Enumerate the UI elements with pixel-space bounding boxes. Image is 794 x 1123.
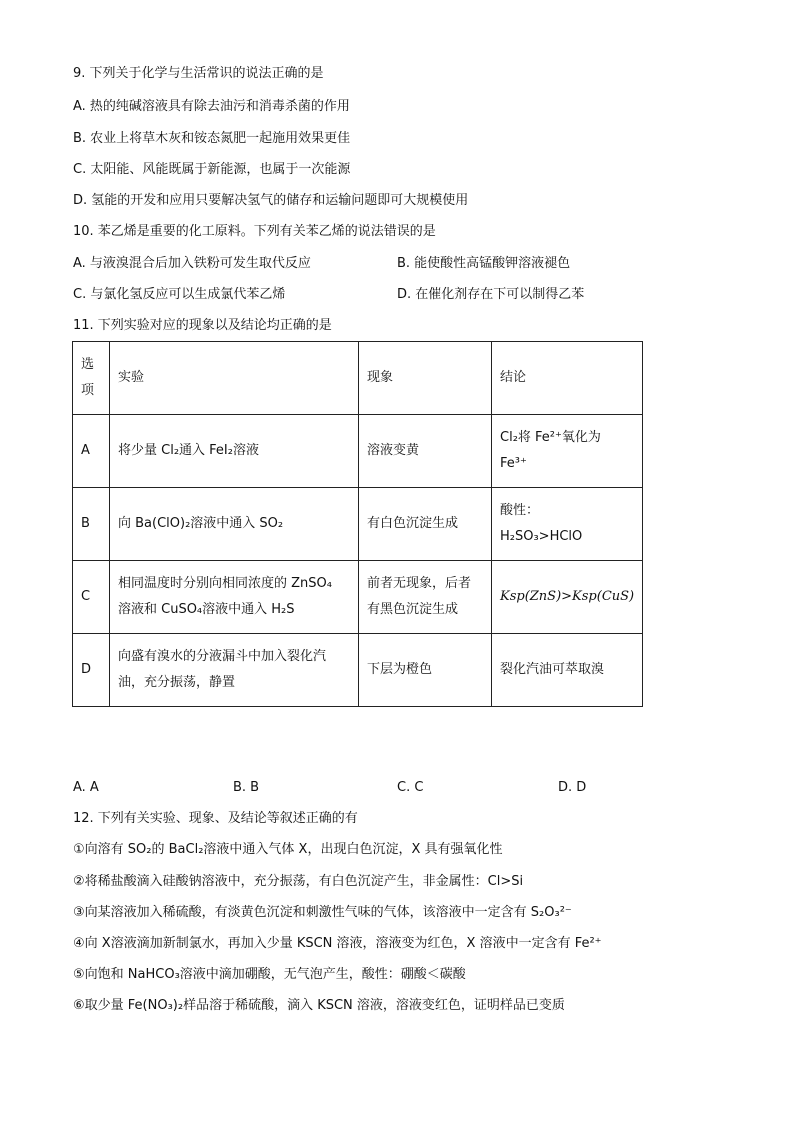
- q9-option-b: B. 农业上将草木灰和铵态氮肥一起施用效果更佳: [73, 131, 351, 146]
- q11-answer-a: A. A: [73, 780, 99, 795]
- row-experiment: 将少量 Cl₂通入 FeI₂溶液: [110, 415, 359, 488]
- q9-option-a: A. 热的纯碱溶液具有除去油污和消毒杀菌的作用: [73, 99, 350, 114]
- q10-stem: 10. 苯乙烯是重要的化工原料。下列有关苯乙烯的说法错误的是: [73, 224, 436, 239]
- q12-item-2: ②将稀盐酸滴入硅酸钠溶液中，充分振荡，有白色沉淀产生，非金属性：Cl>Si: [73, 874, 524, 889]
- q12-item-3: ③向某溶液加入稀硫酸，有淡黄色沉淀和刺激性气味的气体，该溶液中一定含有 S₂O₃²⁻: [73, 905, 572, 920]
- row-phenomenon: 前者无现象，后者 有黑色沉淀生成: [359, 561, 492, 634]
- q10-option-c: C. 与氯化氢反应可以生成氯代苯乙烯: [73, 287, 286, 302]
- q12-item-5: ⑤向饱和 NaHCO₃溶液中滴加硼酸，无气泡产生，酸性：硼酸＜碳酸: [73, 967, 466, 982]
- table-row: [73, 634, 643, 707]
- header-conclusion: 结论: [492, 342, 643, 415]
- row-experiment: 向盛有溴水的分液漏斗中加入裂化汽 油，充分振荡，静置: [110, 634, 359, 707]
- row-option: A: [73, 415, 110, 488]
- row-conclusion: 裂化汽油可萃取溴: [492, 634, 643, 707]
- q10-option-a: A. 与液溴混合后加入铁粉可发生取代反应: [73, 256, 311, 271]
- header-experiment: 实验: [110, 342, 359, 415]
- q11-answer-c: C. C: [397, 780, 424, 795]
- experiment-table: [72, 341, 643, 707]
- q9-option-d: D. 氢能的开发和应用只要解决氢气的储存和运输问题即可大规模使用: [73, 193, 469, 208]
- row-conclusion: Cl₂将 Fe²⁺氧化为 Fe³⁺: [492, 415, 643, 488]
- row-option: D: [73, 634, 110, 707]
- row-option: B: [73, 488, 110, 561]
- q12-item-6: ⑥取少量 Fe(NO₃)₂样品溶于稀硫酸，滴入 KSCN 溶液，溶液变红色，证明样品已变质: [73, 998, 565, 1013]
- row-phenomenon: 下层为橙色: [359, 634, 492, 707]
- q9-option-c: C. 太阳能、风能既属于新能源，也属于一次能源: [73, 162, 351, 177]
- q11-answer-b: B. B: [233, 780, 260, 795]
- q9-stem: 9. 下列关于化学与生活常识的说法正确的是: [73, 66, 324, 81]
- q11-answer-d: D. D: [558, 780, 587, 795]
- table-row: [73, 415, 643, 488]
- table-row: [73, 561, 643, 634]
- row-conclusion: 酸性： H₂SO₃>HClO: [492, 488, 643, 561]
- q12-item-1: ①向溶有 SO₂的 BaCl₂溶液中通入气体 X，出现白色沉淀，X 具有强氧化性: [73, 842, 503, 857]
- row-phenomenon: 有白色沉淀生成: [359, 488, 492, 561]
- header-phenomenon: 现象: [359, 342, 492, 415]
- table-header-row: [73, 342, 643, 415]
- q11-stem: 11. 下列实验对应的现象以及结论均正确的是: [73, 318, 332, 333]
- table-row: [73, 488, 643, 561]
- header-option: 选 项: [73, 342, 110, 415]
- q12-stem: 12. 下列有关实验、现象、及结论等叙述正确的有: [73, 811, 358, 826]
- row-option: C: [73, 561, 110, 634]
- q10-option-d: D. 在催化剂存在下可以制得乙苯: [397, 287, 585, 302]
- row-phenomenon: 溶液变黄: [359, 415, 492, 488]
- row-experiment: 相同温度时分别向相同浓度的 ZnSO₄ 溶液和 CuSO₄溶液中通入 H₂S: [110, 561, 359, 634]
- q10-option-b: B. 能使酸性高锰酸钾溶液褪色: [397, 256, 571, 271]
- row-conclusion: Ksp(ZnS)>Ksp(CuS): [492, 561, 643, 634]
- q12-item-4: ④向 X溶液滴加新制氯水，再加入少量 KSCN 溶液，溶液变为红色，X 溶液中一定含有 Fe²⁺: [73, 936, 602, 951]
- row-experiment: 向 Ba(ClO)₂溶液中通入 SO₂: [110, 488, 359, 561]
